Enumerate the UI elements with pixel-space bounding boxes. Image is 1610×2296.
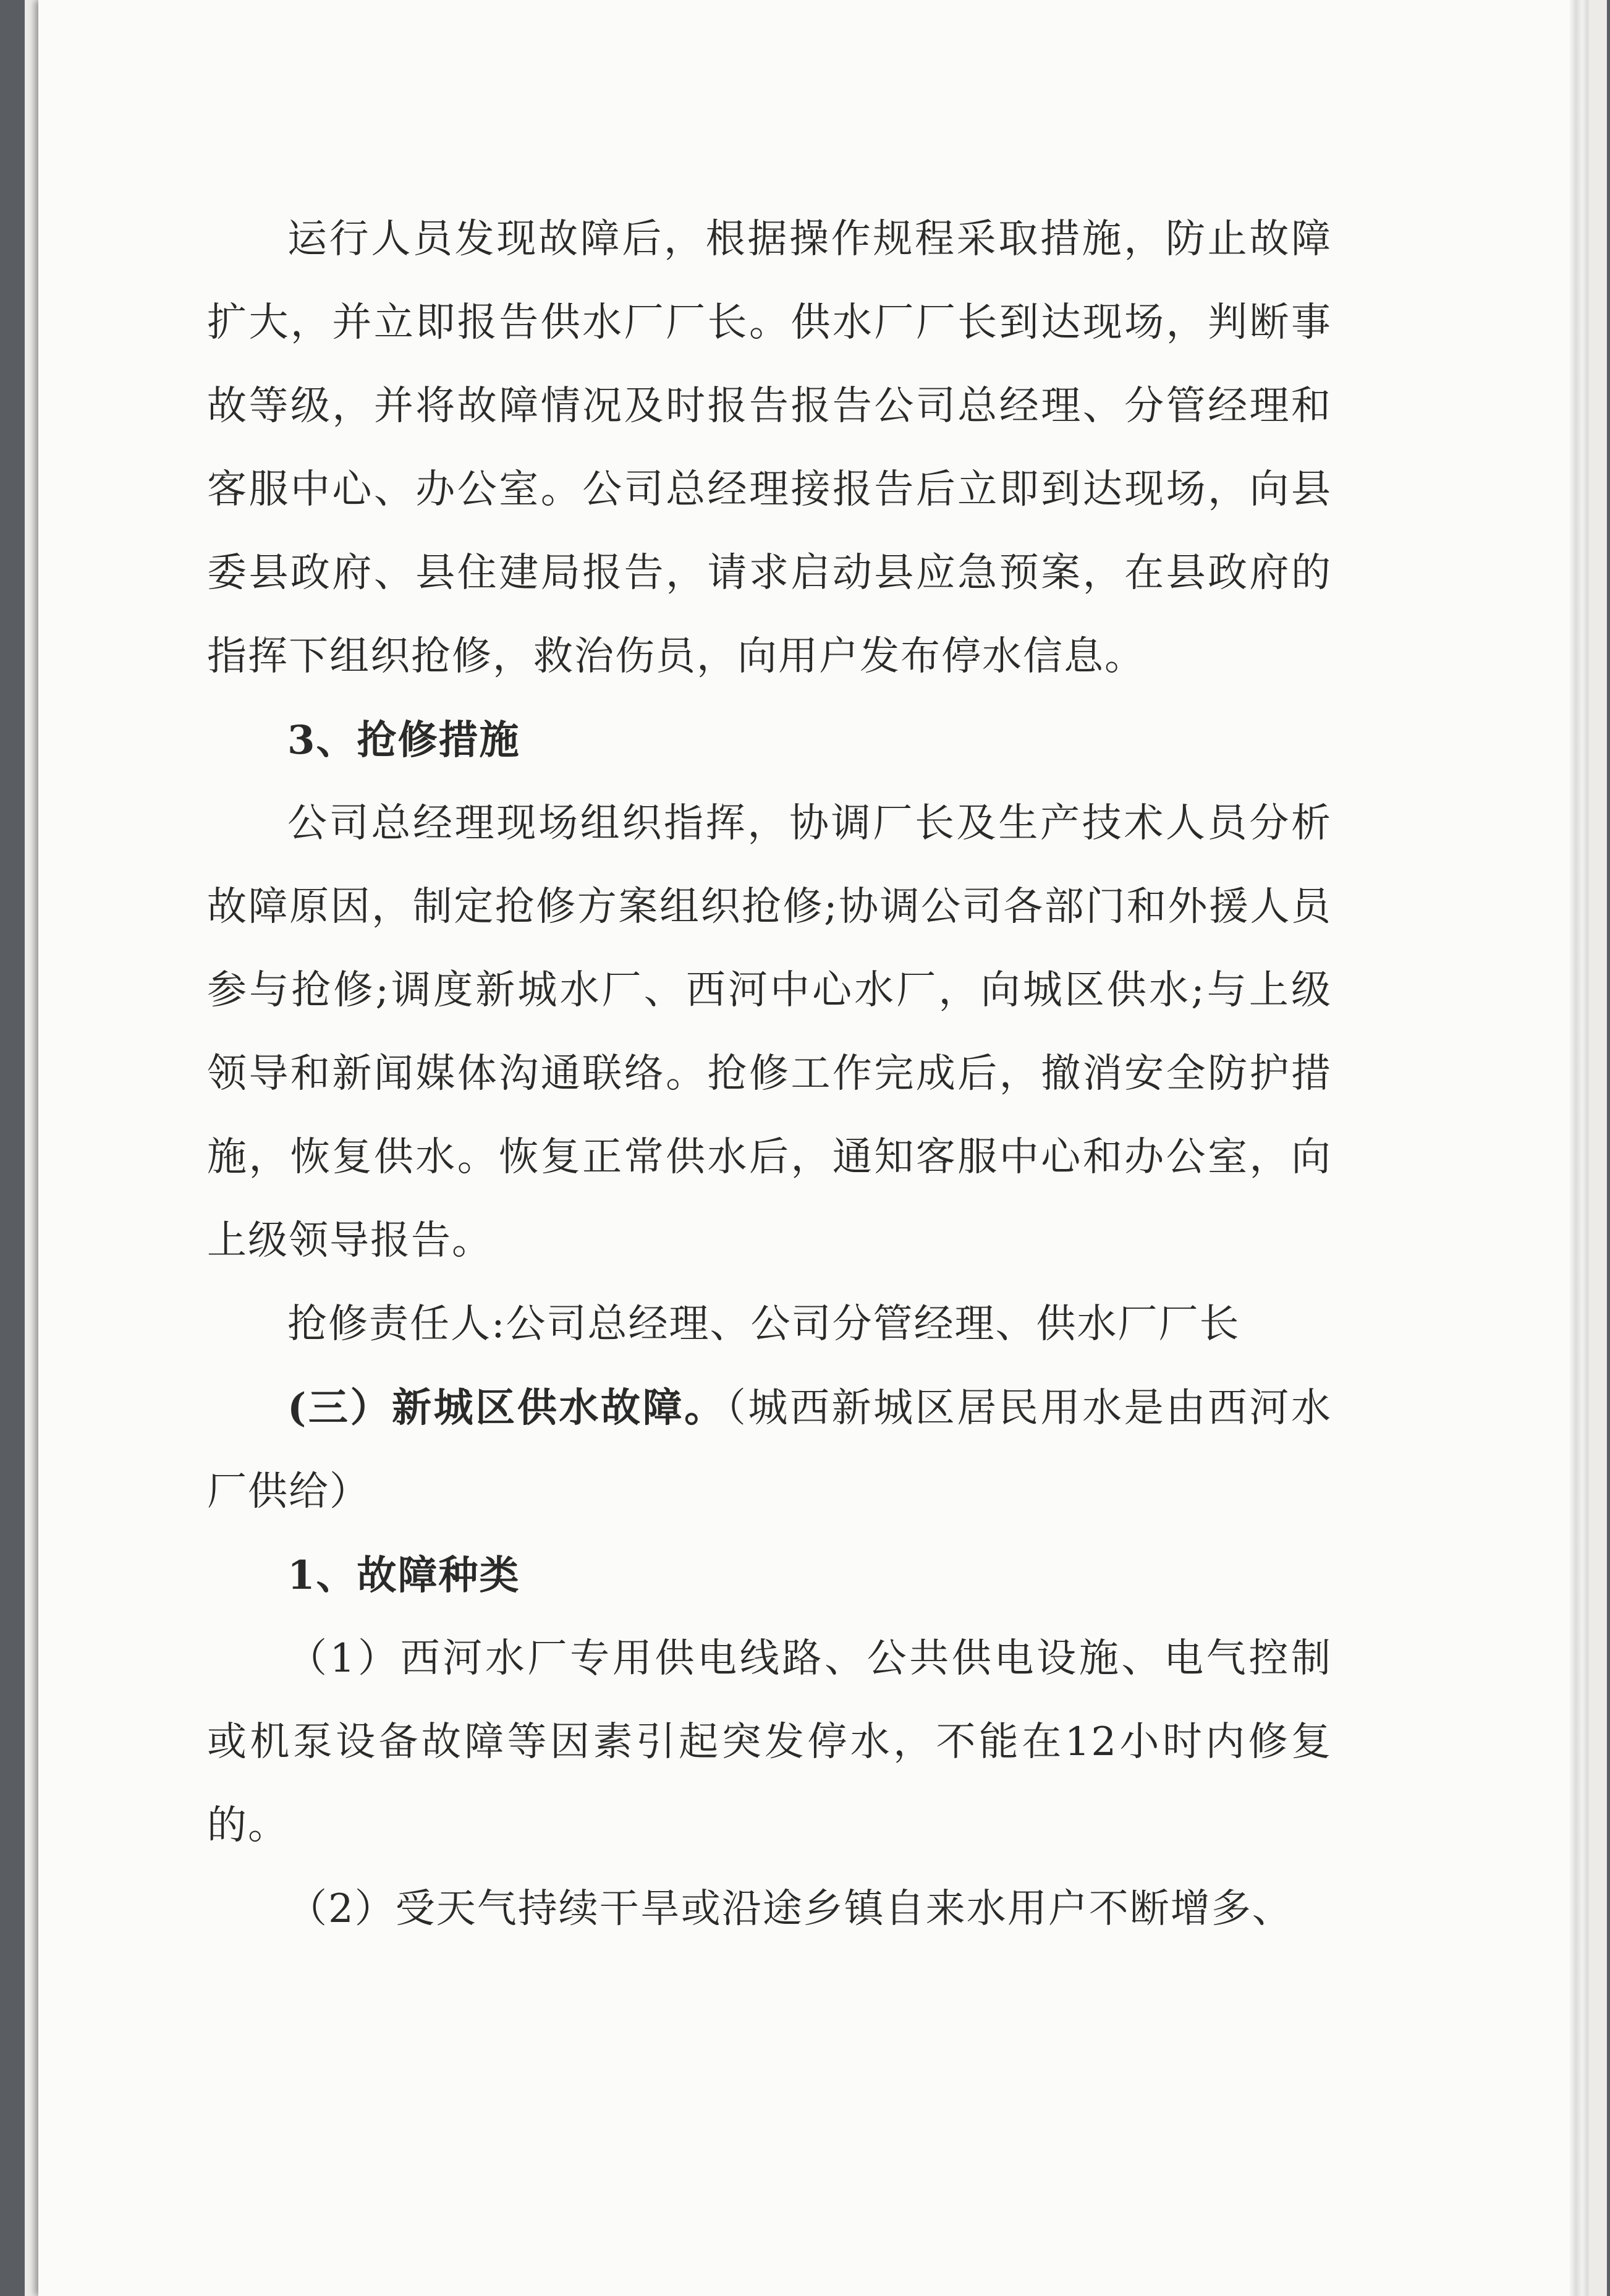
paragraph-fault-type-1: （1）西河水厂专用供电线路、公共供电设施、电气控制或机泵设备故障等因素引起突发停水，不能在12小时内修复的。 (207, 1636, 1332, 1848)
section-heading-fault-types: 1、故障种类 (287, 1552, 520, 1599)
paragraph-repair-measures: 公司总经理现场组织指挥，协调厂长及生产技术人员分析故障原因，制定抢修方案组织抢修;协调公司各部门和外援人员参与抢修;调度新城水厂、西河中心水厂，向城区供水;与上级领导和新闻媒体沟通联络。抢修工作完成后，撤消安全防护措施，恢复供水。恢复正常供水后，通知客服中心和办公室，向上级领导报告。 (207, 801, 1332, 1264)
section-heading-repair-measures: 3、抢修措施 (287, 717, 520, 763)
paragraph-responsible-persons: 抢修责任人:公司总经理、公司分管经理、供水厂厂长 (287, 1301, 1240, 1347)
paragraph-fault-type-2: （2）受天气持续干旱或沿途乡镇自来水用户不断增多、 (287, 1886, 1293, 1932)
paragraph-fault-reporting: 运行人员发现故障后，根据操作规程采取措施，防止故障扩大，并立即报告供水厂厂长。供水厂厂长到达现场，判断事故等级，并将故障情况及时报告报告公司总经理、分管经理和客服中心、办公室。公司总经理接报告后立即到达现场，向县委县政府、县住建局报告，请求启动县应急预案，在县政府的指挥下组织抢修，救治伤员，向用户发布停水信息。 (207, 216, 1332, 679)
document-body (207, 198, 1332, 1951)
page-stack-edge (1570, 0, 1588, 2296)
section-note-new-district: （城西新城区居民用水是由西河水厂供给） (207, 1385, 1332, 1515)
paragraph-new-district-fault (207, 1366, 1332, 1534)
section-title-new-district: (三）新城区供水故障。 (287, 1385, 726, 1431)
